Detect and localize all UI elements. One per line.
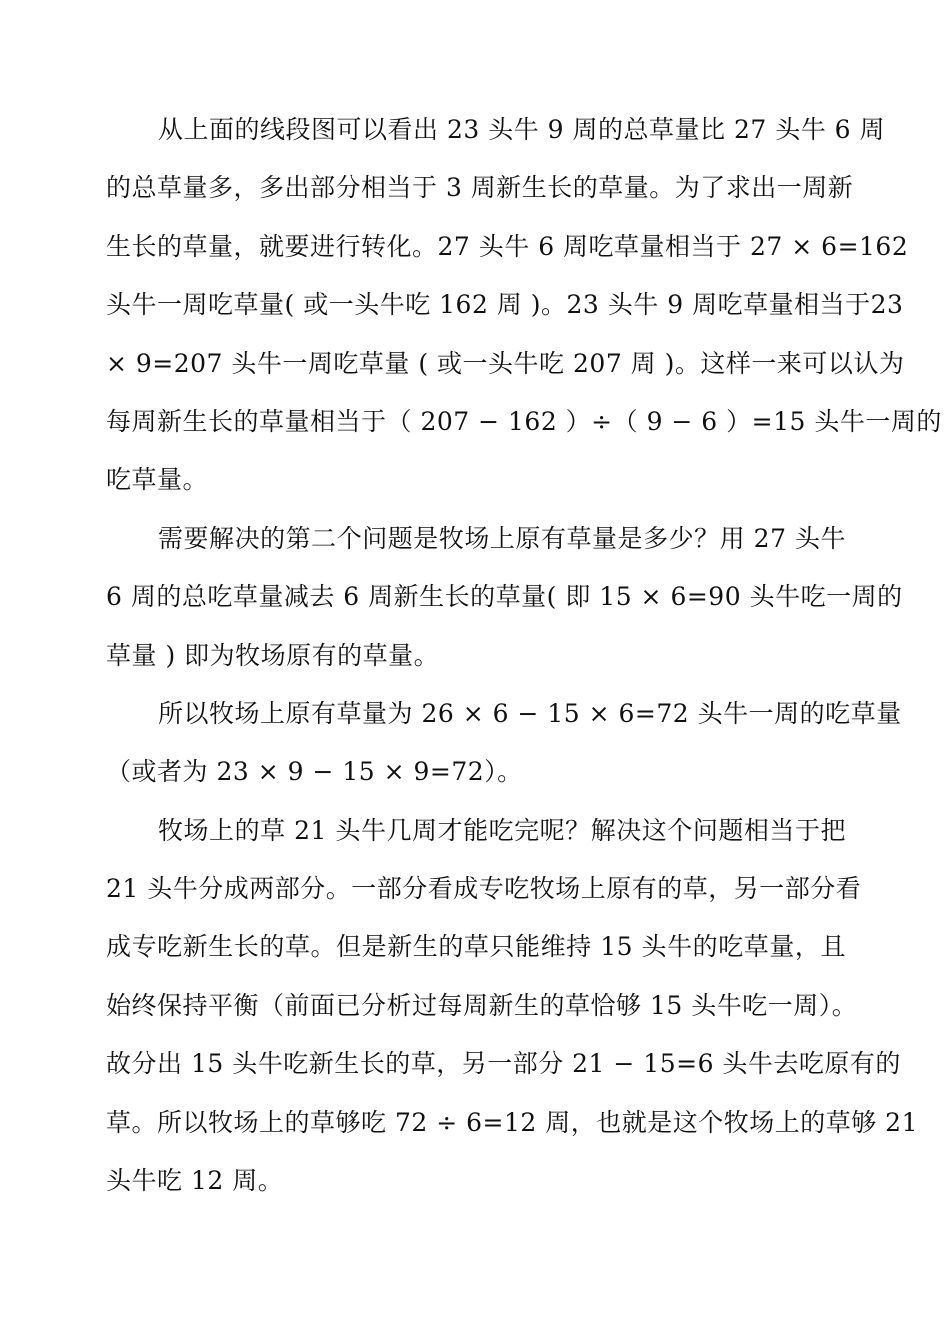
paragraph-3 (106, 685, 902, 802)
text-line: （或者为 23 × 9 − 15 × 9=72）。 (106, 757, 523, 787)
text-line: 所以牧场上原有草量为 26 × 6 − 15 × 6=72 头牛一周的吃草量 (158, 698, 902, 728)
text-line: 21 头牛分成两部分。一部分看成专吃牧场上原有的草，另一部分看 (106, 874, 862, 904)
text-line: 吃草量。 (106, 465, 209, 495)
text-line: 6 周的总吃草量减去 6 周新生长的草量( 即 15 × 6=90 头牛吃一周的 (106, 582, 903, 612)
text-line: 牧场上的草 21 头牛几周才能吃完呢？解决这个问题相当于把 (158, 815, 846, 845)
paragraph-1 (106, 101, 942, 510)
text-line: 需要解决的第二个问题是牧场上原有草量是多少？用 27 头牛 (158, 523, 846, 553)
text-line: 的总草量多，多出部分相当于 3 周新生长的草量。为了求出一周新 (106, 173, 854, 203)
text-line: 头牛吃 12 周。 (106, 1166, 284, 1196)
text-line: 从上面的线段图可以看出 23 头牛 9 周的总草量比 27 头牛 6 周 (158, 115, 886, 144)
document-page (106, 101, 942, 1210)
text-line: 成专吃新生长的草。但是新生的草只能维持 15 头牛的吃草量，且 (106, 932, 846, 962)
text-line: 头牛一周吃草量( 或一头牛吃 162 周 )。23 头牛 9 周吃草量相当于23 (106, 290, 904, 320)
text-line: × 9=207 头牛一周吃草量 ( 或一头牛吃 207 周 )。这样一来可以认为 (106, 348, 905, 378)
paragraph-2 (106, 510, 903, 685)
text-line: 故分出 15 头牛吃新生长的草，另一部分 21 − 15=6 头牛去吃原有的 (106, 1049, 901, 1079)
text-line: 草量 ) 即为牧场原有的草量。 (106, 640, 440, 670)
text-line: 生长的草量，就要进行转化。27 头牛 6 周吃草量相当于 27 × 6=162 (106, 231, 909, 261)
paragraph-4 (106, 802, 918, 1211)
text-line: 草。所以牧场上的草够吃 72 ÷ 6=12 周，也就是这个牧场上的草够 21 (106, 1107, 918, 1137)
text-line: 始终保持平衡（前面已分析过每周新生的草恰够 15 头牛吃一周）。 (106, 990, 858, 1020)
text-line: 每周新生长的草量相当于（ 207 − 162 ）÷（ 9 − 6 ）=15 头牛一周的 (106, 406, 942, 436)
